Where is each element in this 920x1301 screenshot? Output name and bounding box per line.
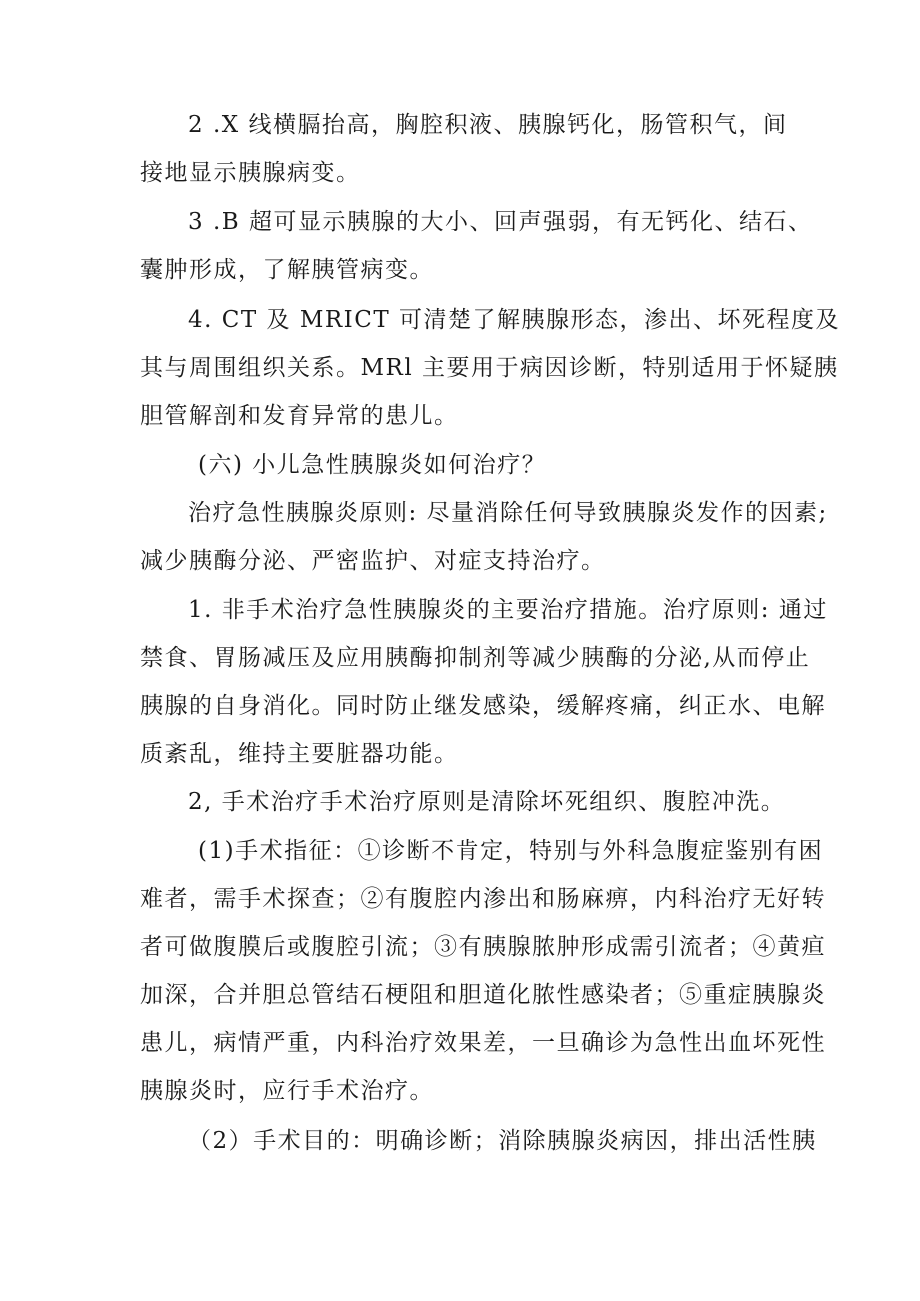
section-heading-treatment bbox=[140, 441, 785, 489]
text-line: 4. CT 及 MRICT 可清楚了解胰腺形态，渗出、坏死程度及 bbox=[188, 307, 841, 333]
text-line: 囊肿形成，了解胰管病变。 bbox=[140, 257, 434, 283]
text-line: 加深，合并胆总管结石梗阻和胆道化脓性感染者；⑤重症胰腺炎 bbox=[140, 982, 826, 1008]
text-line: 治疗急性胰腺炎原则: 尽量消除任何导致胰腺炎发作的因素; bbox=[188, 500, 828, 526]
text-line: 3 .B 超可显示胰腺的大小、回声强弱，有无钙化、结石、 bbox=[188, 209, 813, 235]
text-line: 2, 手术治疗手术治疗原则是清除坏死组织、腹腔冲洗。 bbox=[188, 789, 786, 815]
text-line: 患儿，病情严重，内科治疗效果差，一旦确诊为急性出血坏死性 bbox=[140, 1030, 826, 1056]
text-line: 胰腺炎时，应行手术治疗。 bbox=[140, 1078, 434, 1104]
paragraph-nonsurgical bbox=[140, 586, 828, 778]
paragraph-surgical bbox=[140, 778, 785, 826]
text-line: 胰腺的自身消化。同时防止继发感染，缓解疼痛，纠正水、电解 bbox=[140, 693, 826, 719]
paragraph-treatment-principle bbox=[140, 489, 828, 585]
text-line: 者可做腹膜后或腹腔引流；③有胰腺脓肿形成需引流者；④黄疸 bbox=[140, 934, 826, 960]
text-line: （2）手术目的：明确诊断；消除胰腺炎病因，排出活性胰 bbox=[188, 1128, 817, 1154]
paragraph-ct-mri bbox=[140, 296, 841, 440]
paragraph-surgical-purpose bbox=[140, 1117, 817, 1165]
text-line: 质紊乱，维持主要脏器功能。 bbox=[140, 741, 459, 767]
paragraph-surgical-indications bbox=[140, 827, 826, 1115]
text-line: 其与周围组织关系。MRl 主要用于病因诊断，特别适用于怀疑胰 bbox=[140, 355, 839, 381]
text-line: 接地显示胰腺病变。 bbox=[140, 160, 361, 186]
text-line: (1)手术指征：①诊断不肯定，特别与外科急腹症鉴别有困 bbox=[198, 838, 824, 864]
text-line: 禁食、胃肠减压及应用胰酶抑制剂等减少胰酶的分泌,从而停止 bbox=[140, 645, 811, 671]
text-line: 1. 非手术治疗急性胰腺炎的主要治疗措施。治疗原则: 通过 bbox=[188, 597, 828, 623]
heading-line: (六) 小儿急性胰腺炎如何治疗？ bbox=[198, 452, 547, 478]
paragraph-xray bbox=[140, 101, 788, 197]
text-line: 难者，需手术探查；②有腹腔内渗出和肠麻痹，内科治疗无好转 bbox=[140, 886, 826, 912]
paragraph-ultrasound bbox=[140, 198, 813, 294]
text-line: 减少胰酶分泌、严密监护、对症支持治疗。 bbox=[140, 548, 606, 574]
text-line: 胆管解剖和发育异常的患儿。 bbox=[140, 403, 459, 429]
text-line: 2 .X 线横膈抬高，胸腔积液、胰腺钙化，肠管积气，间 bbox=[188, 112, 788, 138]
